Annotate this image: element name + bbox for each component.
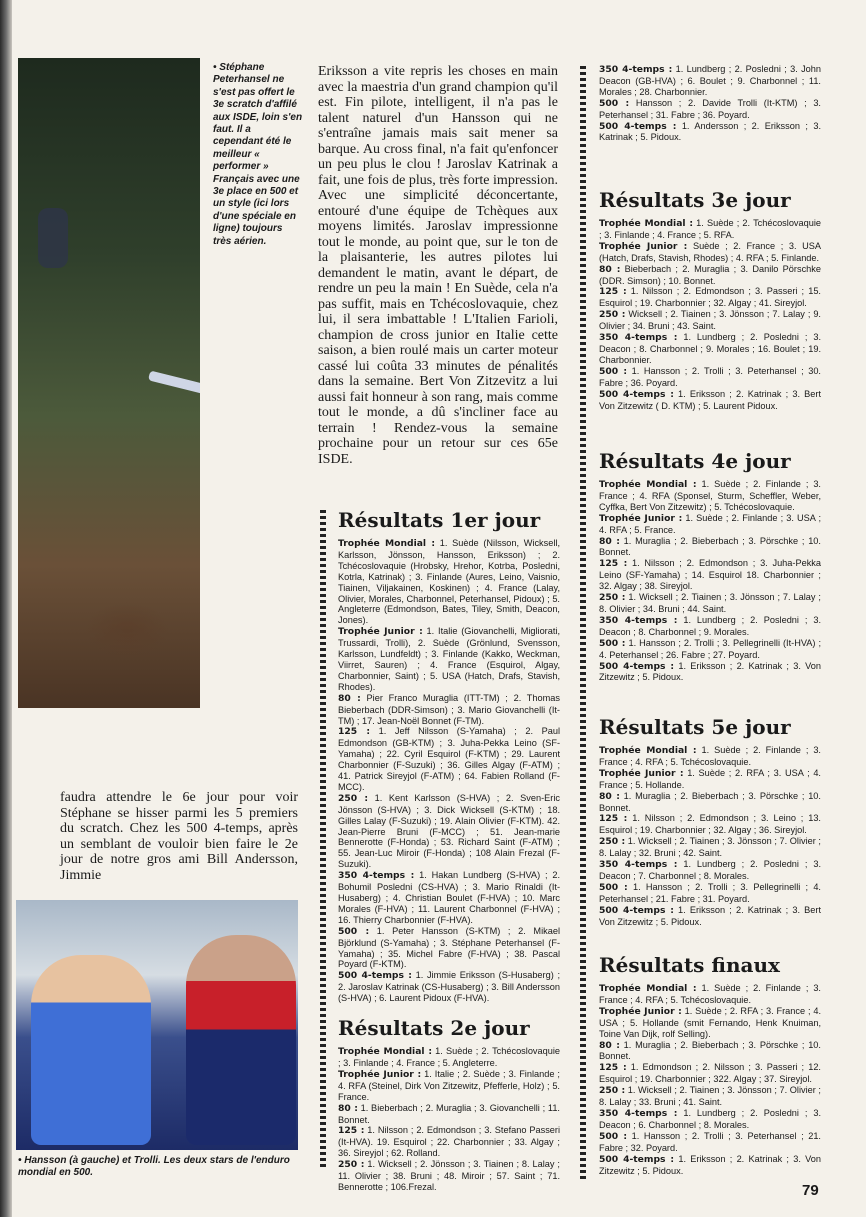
column-rule-dashed [580, 66, 586, 1181]
results-list [338, 538, 560, 1004]
page-number: 79 [802, 1182, 819, 1199]
results-heading: Résultats 1er jour [338, 508, 541, 532]
magazine-spine [0, 0, 12, 1217]
result-category: 350 4-temps : [599, 859, 678, 871]
result-category: 125 : [599, 558, 628, 570]
result-line [599, 218, 821, 241]
result-line [599, 836, 821, 859]
result-category: Trophée Junior : [599, 767, 684, 779]
results-heading: Résultats 3e jour [599, 188, 791, 212]
results-heading: Résultats finaux [599, 953, 780, 977]
result-line [599, 1131, 821, 1154]
result-text: 1. Jimmie Eriksson (S-Husaberg) ; 2. Jaroslav Katrinak (CS-Husaberg) ; 3. Bill Andersson (S-HVA) ; 6. Laurent Pidoux (F-HVA). [338, 970, 560, 1004]
result-category: 500 4-temps : [599, 904, 674, 916]
result-text: 1. Lundberg ; 2. Posledni ; 3. John Deacon (GB-HVA) ; 6. Boulet ; 9. Charbonnel ; 11. Morales ; 28. Charbonnier. [599, 64, 821, 97]
result-text: 1. Suède ; 2. Finlande ; 3. USA ; 4. RFA ; 5. France. [599, 512, 821, 535]
result-text: 1. Wicksell ; 2. Tiainen ; 3. Jönsson ; 7. Olivier ; 8. Lalay ; 33. Bruni ; 41. Saint. [599, 1085, 821, 1108]
result-line [599, 513, 821, 536]
result-category: 80 : [599, 790, 620, 802]
result-text: Suède ; 2. France ; 3. USA (Hatch, Drafs, Stavish, Rhodes) ; 4. RFA ; 5. Finlande. [599, 240, 821, 263]
result-category: Trophée Junior : [599, 512, 683, 524]
result-category: 80 : [338, 692, 361, 704]
result-line [338, 1125, 560, 1159]
result-text: 1. Eriksson ; 2. Katrinak ; 3. Bert Von Zitzewitz ( D. KTM) ; 5. Laurent Pidoux. [599, 388, 822, 411]
result-text: 1. Suède ; 2. Finlande ; 3. France ; 4. RFA ; 5. Tchécoslovaquie. [599, 745, 821, 767]
result-line [599, 813, 821, 836]
result-category: 500 : [599, 365, 628, 377]
column-rule-dashed [320, 510, 326, 1170]
results-heading: Résultats 4e jour [599, 449, 791, 473]
result-line [599, 332, 821, 366]
result-line [599, 64, 821, 98]
result-line [599, 1108, 821, 1131]
result-line [599, 859, 821, 882]
result-category: 125 : [338, 1125, 365, 1137]
results-heading: Résultats 2e jour [338, 1016, 530, 1041]
result-category: 350 4-temps : [599, 64, 673, 75]
result-line [599, 905, 821, 928]
result-line [338, 1159, 560, 1193]
result-text: 1. Eriksson ; 2. Katrinak ; 3. Von Zitzewitz ; 5. Pidoux. [599, 1153, 821, 1176]
result-line [599, 558, 821, 592]
result-category: 500 : [599, 97, 630, 109]
result-category: 80 : [599, 1039, 620, 1051]
result-text: 1. Nilsson ; 2. Edmondson ; 3. Stefano Passeri (It-HVA). 19. Esquirol ; 22. Charbonnier ; 33. Algay ; 36. Sireyjol ; 62. Rolland. [338, 1125, 561, 1159]
result-text: 1. Hakan Lundberg (S-HVA) ; 2. Bohumil Posledni (CS-HVA) ; 3. Mario Rinaldi (It-Husaberg) ; 4. Christian Boulet (F-HVA) ; 10. Marc Morales (F-HVA) ; 11. Laurent Charbonnel (F-HVA) ; 16. Thierry Charbonnier (F-HVA). [338, 870, 560, 925]
result-line [599, 638, 821, 661]
result-text: 1. Wicksell ; 2. Jönsson ; 3. Tiainen ; 8. Lalay ; 11. Olivier ; 38. Bruni ; 48. Miroir ; 57. Saint ; 71. Bennerotte ; 106.Frezal. [338, 1159, 560, 1192]
result-line [599, 121, 821, 144]
result-line [599, 389, 821, 412]
result-category: 80 : [599, 535, 620, 547]
result-text: 1. Bieberbach ; 2. Muraglia ; 3. Giovanchelli ; 11. Bonnet. [338, 1102, 560, 1125]
person-hansson [31, 955, 151, 1145]
result-line [599, 983, 821, 1006]
result-line [599, 768, 821, 791]
result-text: Wicksell ; 2. Tiainen ; 3. Jönsson ; 7. Lalay ; 9. Olivier ; 34. Bruni ; 43. Saint. [599, 309, 821, 332]
result-text: 1. Lundberg ; 2. Posledni ; 3. Deacon ; 7. Charbonnel ; 8. Morales. [599, 859, 822, 881]
result-line [338, 793, 560, 870]
result-category: 250 : [338, 792, 369, 804]
result-line [599, 1085, 821, 1108]
result-text: 1. Lundberg ; 2. Posledni ; 3. Deacon ; 8. Charbonnel ; 9. Morales. [599, 614, 822, 637]
result-text: 1. Jeff Nilsson (S-Yamaha) ; 2. Paul Edmondson (GB-KTM) ; 3. Juha-Pekka Leino (SF-Yamaha) ; 22. Cyril Esquirol (F-KTM) ; 29. Laurent Charbonnier (F-Suzuki) ; 36. Gilles Algay (F-ATM) ; 41. Patrick Sireyjol (F-ATM) ; 64. Fabien Rolland (F-MCC). [338, 726, 560, 792]
result-category: 500 : [599, 881, 628, 893]
result-line [599, 479, 821, 513]
result-category: Trophée Mondial : [599, 479, 697, 490]
results-heading: Résultats 5e jour [599, 715, 791, 739]
results-day4 [599, 449, 821, 683]
result-category: 80 : [338, 1102, 358, 1114]
result-line [338, 626, 560, 692]
photo-caption-top: • Stéphane Peterhansel ne s'est pas offert le 3e scratch d'affilé aux ISDE, loin s'en faut. Il a cependant été le meilleur « performer » Français avec une 3e place en 500 et un style (ici lors d'une spéciale en ligne) toujours très aérien. [213, 62, 303, 247]
result-line [599, 309, 821, 332]
result-text: 1. Lundberg ; 2. Posledni ; 3. Deacon ; 8. Charbonnel ; 9. Morales ; 16. Boulet ; 19. Charbonnier. [599, 332, 822, 365]
result-text: 1. Muraglia ; 2. Bieberbach ; 3. Pörschke ; 10. Bonnet. [599, 1039, 821, 1062]
result-text: Hansson ; 2. Davide Trolli (It-KTM) ; 3. Peterhansel ; 31. Fabre ; 36. Poyard. [599, 97, 821, 120]
result-line [599, 882, 821, 905]
result-text: 1. Eriksson ; 2. Katrinak ; 3. Bert Von Zitzewitz ; 5. Pidoux. [599, 904, 822, 927]
result-text: 1. Andersson ; 2. Eriksson ; 3. Katrinak ; 5. Pidoux. [599, 120, 821, 143]
result-category: 350 4-temps : [338, 870, 415, 882]
result-line [338, 926, 560, 971]
result-category: 500 : [599, 637, 626, 649]
result-category: 500 : [599, 1130, 628, 1142]
result-line [599, 1154, 821, 1177]
results-day1 [338, 508, 560, 1193]
result-category: 250 : [599, 1085, 626, 1097]
person-trolli [186, 935, 296, 1145]
result-line [599, 264, 821, 287]
result-text: 1. Peter Hansson (S-KTM) ; 2. Mikael Björklund (S-Yamaha) ; 3. Stéphane Peterhansel (F-Yamaha) ; 35. Michel Fabre (F-HVA) ; 38. Pascal Poyard (F-KTM). [338, 925, 560, 970]
result-text: 1. Suède (Nilsson, Wicksell, Karlsson, Jönsson, Hansson, Eriksson) ; 2. Tchécoslovaquie (Hrobsky, Hrehor, Kotrba, Posledni, Kotrla, Katrinak) ; 3. Finlande (Aures, Leino, Vaisnio, Tiainen, Viljakainen, Koskinen) ; 4. France (Lalay, Olivier, Morales, Charbonnel, Peterhansel, Pidoux) ; 5. Angleterre (Edmondson, Bates, Tiley, Smith, Deacon, Jones). [338, 538, 560, 626]
result-text: 1. Edmondson ; 2. Nilsson ; 3. Passeri ; 12. Esquirol ; 19. Charbonnier ; 322. Algay ; 37. Sireyjol. [599, 1062, 821, 1085]
results-list [338, 1046, 560, 1193]
result-category: 350 4-temps : [599, 332, 678, 344]
result-category: 125 : [338, 726, 371, 738]
result-category: 125 : [599, 813, 628, 825]
photo-hansson-trolli [16, 900, 298, 1150]
result-category: 500 4-temps : [599, 388, 674, 400]
result-category: Trophée Mondial : [338, 538, 436, 549]
result-text: 1. Suède ; 2. Finlande ; 3. France ; 4. RFA ; 5. Tchécoslovaquie. [599, 983, 821, 1005]
result-text: 1. Suède ; 2. Finlande ; 3. France ; 4. RFA (Sponsel, Sturm, Scheffler, Weber, Cyffka, Bert Von Zitzewitz) ; 5. Tchécoslovaquie. [599, 479, 821, 512]
result-text: 1. Lundberg ; 2. Posledni ; 3. Deacon ; 6. Charbonnel ; 8. Morales. [599, 1107, 822, 1130]
results-list [599, 64, 821, 143]
result-line [599, 592, 821, 615]
result-text: 1. Wicksell ; 2. Tiainen ; 3. Jönsson ; 7. Olivier ; 8. Lalay ; 32. Bruni ; 42. Saint. [599, 836, 821, 859]
result-category: 250 : [599, 309, 626, 321]
result-text: 1. Wicksell ; 2. Tiainen ; 3. Jönsson ; 7. Lalay ; 8. Olivier ; 34. Bruni ; 44. Saint. [599, 592, 821, 614]
result-text: 1. Muraglia ; 2. Bieberbach ; 3. Pörschke ; 10. Bonnet. [599, 790, 821, 813]
result-category: Trophée Junior : [338, 626, 423, 638]
result-category: Trophée Mondial : [599, 218, 694, 229]
result-line [599, 615, 821, 638]
result-category: 500 4-temps : [338, 970, 412, 982]
results-list [599, 745, 821, 928]
results-day3 [599, 188, 821, 411]
results-list [599, 983, 821, 1176]
rider-silhouette [38, 208, 68, 268]
result-category: 350 4-temps : [599, 1107, 678, 1119]
result-line [338, 693, 560, 727]
result-category: Trophée Mondial : [599, 745, 697, 756]
result-category: 500 4-temps : [599, 1153, 675, 1165]
result-line [599, 1040, 821, 1063]
result-line [338, 970, 560, 1004]
result-text: 1. Nilsson ; 2. Edmondson ; 3. Passeri ; 15. Esquirol ; 19. Charbonnier ; 32. Algay ; 41. Sireyjol. [599, 286, 821, 309]
result-line [599, 1062, 821, 1085]
result-text: 1. Muraglia ; 2. Bieberbach ; 3. Pörschke ; 10. Bonnet. [599, 535, 821, 558]
result-text: 1. Eriksson ; 2. Katrinak ; 3. Von Zitzewitz ; 5. Pidoux. [599, 660, 821, 683]
result-category: Trophée Junior : [599, 1005, 682, 1017]
result-category: 350 4-temps : [599, 614, 678, 626]
result-text: 1. Suède ; 2. RFA ; 3. USA ; 4. France ; 5. Hollande. [599, 767, 821, 790]
result-line [599, 745, 821, 768]
result-text: 1. Hansson ; 2. Trolli ; 3. Pellegrinelli ; 4. Peterhansel ; 21. Fabre ; 31. Poyard. [599, 881, 821, 904]
result-category: Trophée Mondial : [599, 983, 697, 994]
result-line [599, 286, 821, 309]
result-category: 500 : [338, 925, 370, 937]
result-text: 1. Hansson ; 2. Trolli ; 3. Pellegrinelli (It-HVA) ; 4. Peterhansel ; 26. Fabre ; 27. Poyard. [599, 637, 821, 660]
result-category: 80 : [599, 263, 621, 275]
result-line [599, 791, 821, 814]
motion-streak [148, 370, 200, 399]
result-text: 1. Italie (Giovanchelli, Migliorati, Trussardi, Trolli), 2. Suède (Grönlund, Svensson, Karlsson, Lundfeldt) ; 3. Finlande (Kakko, Weckman, Viirret, Sauren) ; 4. France (Esquirol, Algay, Charbonnier, Saint) ; 5. USA (Hatch, Drafs, Stavish, Rhodes). [338, 626, 560, 692]
photo-peterhansel [18, 58, 200, 708]
result-line [599, 241, 821, 264]
result-line [338, 726, 560, 792]
result-line [338, 1046, 560, 1069]
results-day2-continued [599, 64, 821, 143]
results-day5 [599, 715, 821, 928]
result-category: 500 4-temps : [599, 120, 677, 132]
result-text: 1. Suède ; 2. Tchécoslovaquie ; 3. Finlande ; 4. France ; 5. RFA. [599, 218, 822, 240]
article-text-top: Eriksson a vite repris les choses en main avec la maestria d'un grand champion qu'il est. Fin pilote, intelligent, il n'a pas le talent naturel d'un Hansson qui ne s'entraîne jamais mais sait mener sa barque. Au cross final, n'a fait qu'enfoncer un peu plus le clou ! Jaroslav Katrinak a fait, une fois de plus, très forte impression. Avec une simplicité déconcertante, entouré d'une équipe de Tchèques aux moyens limités. Jaroslav impressionne tout le monde, au point que, sur le ton de la plaisanterie, les autres pilotes lui demandent le matin, avant le départ, de rendre un peu la main ! En Suède, cela n'a pas suffit, mais en Tchécoslovaquie, chez lui, il sera imbattable ! L'Italien Farioli, champion de cross junior en Italie cette saison, a bien roulé mais un carter moteur cassé lui coûta 33 minutes de pénalités dans la semaine. Bert Von Zitzevitz a lui aussi fait honneur à son rang, mais comme tout le monde, a dû s'incliner face au terrain ! Rendez-vous la semaine prochaine pour un retour sur ces 65e ISDE. [318, 64, 558, 467]
result-text: 1. Kent Karlsson (S-HVA) ; 2. Sven-Eric Jönsson (S-HVA) ; 3. Dick Wicksell (S-KTM) ; 18. Gilles Lalay (F-Suzuki) ; 19. Alain Olivier (F-KTM). 42. Jean-Pierre Bruni (F-MCC) ; 51. Jean-marie Bennerotte (F-Honda) ; 53. Richard Saint (F-ATM) ; 55. Jean-Luc Miroir (F-Honda) ; 108 Alain Frezal (F-Suzuki). [338, 792, 560, 870]
result-line [599, 1006, 821, 1040]
photo-caption-bottom: • Hansson (à gauche) et Trolli. Les deux stars de l'enduro mondial en 500. [18, 1155, 290, 1179]
result-line [599, 661, 821, 684]
result-category: 500 4-temps : [599, 660, 675, 672]
result-category: Trophée Mondial : [338, 1046, 433, 1058]
result-category: 125 : [599, 286, 627, 298]
result-text: 1. Italie ; 2. Suède ; 3. Finlande ; 4. RFA (Steinel, Dirk Von Zitzewitz, Pfefferle, Holz) ; 5. France. [338, 1068, 560, 1102]
result-line [338, 1069, 560, 1103]
result-line [338, 538, 560, 626]
result-text: 1. Suède ; 2. RFA ; 3. France ; 4. USA ; 5. Hollande (smit Fernando, Henk Knuiman, Toine Van Dijk, rolf Selling). [599, 1005, 821, 1039]
results-list [599, 479, 821, 683]
result-category: 250 : [599, 592, 626, 604]
results-list [599, 218, 821, 411]
result-line [599, 98, 821, 121]
results-final [599, 953, 821, 1176]
result-category: 250 : [338, 1159, 365, 1171]
result-text: 1. Suède ; 2. Tchécoslovaquie ; 3. Finlande ; 4. France ; 5. Angleterre. [338, 1046, 561, 1068]
result-category: 250 : [599, 836, 626, 848]
result-line [338, 870, 560, 926]
result-line [338, 1103, 560, 1126]
result-category: 125 : [599, 1062, 627, 1074]
result-text: Pier Franco Muraglia (ITT-TM) ; 2. Thomas Bieberbach (DDR-Simson) ; 3. Mario Giovanchelli (It-TM) ; 17. Jean-Noël Bonnet (F-TM). [338, 692, 560, 726]
result-text: Bieberbach ; 2. Muraglia ; 3. Danilo Pörschke (DDR. Simson) ; 10. Bonnet. [599, 263, 821, 286]
result-line [599, 366, 821, 389]
article-text-bottom: faudra attendre le 6e jour pour voir Stéphane se hisser parmi les 5 premiers du scratch. Chez les 500 4-temps, après un semblant de vouloir bien faire le 2e jour de notre gros ami Bill Andersson, Jimmie [60, 790, 298, 883]
result-text: 1. Hansson ; 2. Trolli ; 3. Peterhansel ; 30. Fabre ; 36. Poyard. [599, 365, 821, 388]
result-text: 1. Hansson ; 2. Trolli ; 3. Peterhansel ; 21. Fabre ; 32. Poyard. [599, 1130, 821, 1153]
result-text: 1. Nilsson ; 2. Edmondson ; 3. Juha-Pekka Leino (SF-Yamaha) ; 14. Esquirol 18. Charbonnier ; 32. Algay ; 38. Sireyjol. [599, 558, 821, 592]
result-line [599, 536, 821, 559]
result-category: Trophée Junior : [338, 1068, 422, 1080]
result-category: Trophée Junior : [599, 240, 688, 252]
result-text: 1. Nilsson ; 2. Edmondson ; 3. Leino ; 13. Esquirol ; 19. Charbonnier ; 32. Algay ; 36. Sireyjol. [599, 813, 821, 836]
